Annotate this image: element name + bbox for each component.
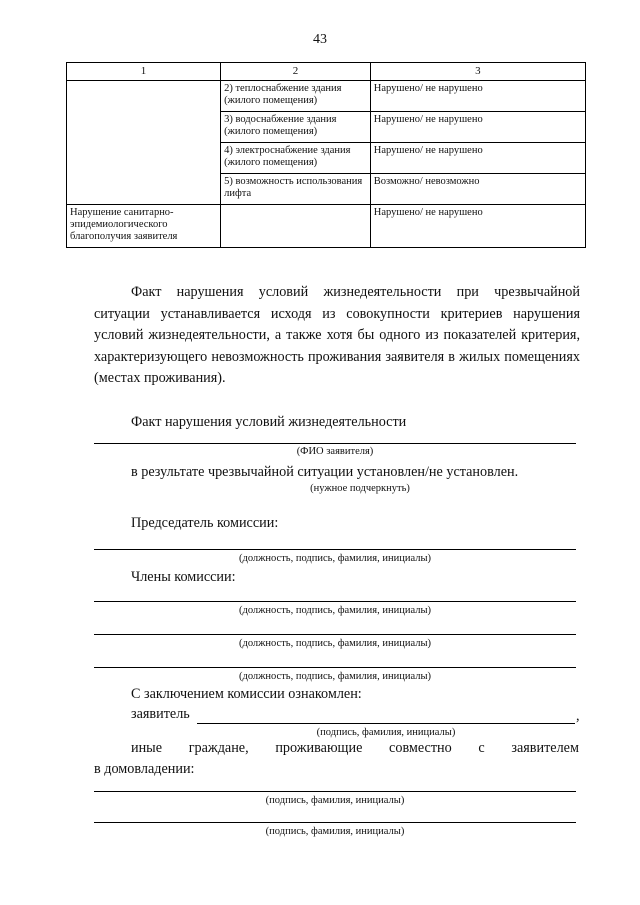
member-caption-2: (должность, подпись, фамилия, инициалы) [238,638,431,649]
others-word: совместно [389,740,452,756]
members-label: Члены комиссии: [131,569,236,585]
others-signature-line-2 [94,822,576,823]
chairman-label: Председатель комиссии: [131,515,279,531]
table-cell: Нарушено/ не нарушено [370,205,585,248]
table-cell: Нарушено/ не нарушено [370,143,585,174]
table-header-row [67,63,586,81]
table-cell: Нарушено/ не нарушено [370,112,585,143]
others-signature-line-1 [94,791,576,792]
others-line [131,740,579,757]
fio-line [94,443,576,444]
applicant-label: заявитель [131,706,190,722]
others-word: проживающие [275,740,363,756]
table-header-cell: 2 [221,63,371,81]
table-row [67,205,586,248]
member-line-2 [94,634,576,635]
applicant-comma: , [576,708,580,724]
fio-caption: (ФИО заявителя) [296,446,374,457]
table-cell: Нарушено/ не нарушено [370,81,585,112]
others-word: граждане, [188,740,249,756]
page-number: 43 [313,32,327,47]
table-row [67,81,586,112]
table-cell: 2) теплоснабжение здания (жилого помещения) [221,81,371,112]
table-cell: 4) электроснабжение здания (жилого помещения) [221,143,371,174]
result-text: в результате чрезвычайной ситуации установлен/не установлен. [131,464,519,480]
table-header-cell: 1 [67,63,221,81]
underline-hint: (нужное подчеркнуть) [310,483,410,494]
others-caption-2: (подпись, фамилия, инициалы) [265,826,405,837]
criteria-table [66,62,586,248]
table-cell: Нарушение санитарно-эпидемиологического благополучия заявителя [67,205,221,248]
criteria-paragraph [94,282,580,390]
acquainted-label: С заключением комиссии ознакомлен: [131,686,362,702]
member-line-3 [94,667,576,668]
fact-label: Факт нарушения условий жизнедеятельности [131,414,407,430]
applicant-line [197,723,575,724]
member-line-1 [94,601,576,602]
paragraph-text: Факт нарушения условий жизнедеятельности при чрезвычайной ситуации устанавливается исходя из совокупности критериев нарушения условий жизнедеятельности, а также хотя бы одного из показателей критерия, характеризующего невозможность проживания заявителя в жилых помещениях (местах проживания). [94,284,580,386]
member-caption-3: (должность, подпись, фамилия, инициалы) [238,671,431,682]
others-word: иные [131,740,163,756]
table-cell [221,205,371,248]
table-cell [67,81,221,205]
others-line-2: в домовладении: [94,761,195,777]
table-cell: 3) водоснабжение здания (жилого помещения) [221,112,371,143]
others-caption-1: (подпись, фамилия, инициалы) [265,795,405,806]
applicant-caption: (подпись, фамилия, инициалы) [316,727,456,738]
chairman-line [94,549,576,550]
chairman-caption: (должность, подпись, фамилия, инициалы) [238,553,431,564]
table-cell: Возможно/ невозможно [370,174,585,205]
table-header-cell: 3 [370,63,585,81]
others-word: заявителем [511,740,579,756]
others-word: с [478,740,485,756]
member-caption-1: (должность, подпись, фамилия, инициалы) [238,605,431,616]
table-cell: 5) возможность использования лифта [221,174,371,205]
